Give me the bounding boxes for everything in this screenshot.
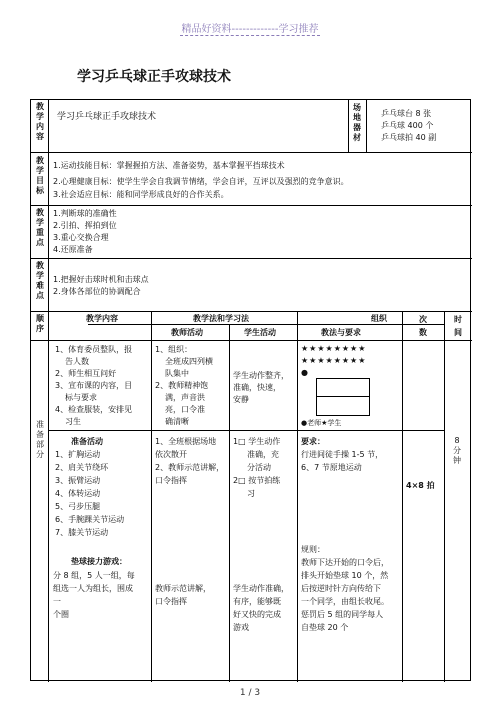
formation-stars-row: ★★★★★★★★ [301,356,367,365]
row2-teacher: 口令指挥 [155,476,187,485]
key-item: 3.重心交换合理 [53,233,109,242]
key-item: 1.判断球的准确性 [53,209,117,218]
goal-item: 3.社会适应目标：能和同学形成良好的合作关系。 [53,190,229,199]
row1-content: 1、体育委员整队，报 [55,345,133,354]
header-link[interactable]: 精品好资料-------------学习推荐 [181,24,319,35]
difficulty-item: 1.把握好击球时机和击球点 [53,275,149,284]
venue-line: 乒乓球台 8 张 [381,109,432,118]
row2-student2: 游戏 [233,623,249,632]
row1-teacher: 1、组织： [155,345,193,354]
formation-stars-row: ★★★★★★★★ [301,344,367,353]
venue-label: 场地器材 [353,103,361,142]
teacher-dot-icon: ● [301,368,309,377]
formation-legend: ●老师★学生 [301,419,342,427]
requirement-line: 6、7 节原地运动 [301,463,362,472]
row2-teacher2: 口令指挥 [155,597,187,606]
warmup-item: 7、膝关节运动 [55,528,109,537]
row1-content: 4、检查服装，安排见 [55,405,133,414]
row2-student2: 好又快的完成 [233,610,281,619]
rule-line: 教师下达开始的口令后， [301,558,389,567]
prep-label: 准备部分 [36,420,44,459]
game-heading: 垫球接力游戏： [71,557,127,566]
game-line: 组选一人为组长，围成 [53,584,133,593]
key-item: 2.引拍、挥拍到位 [53,221,117,230]
requirement-heading: 要求： [301,437,325,446]
row1-content: 2、师生相互问好 [55,369,117,378]
row2-student2: 有序，能够既 [233,597,281,606]
goal-item: 2.心理健康目标：使学生学会自我调节情绪，学会自评，互评以及强烈的竞争意识。 [53,177,349,186]
col-org: 组织 [371,314,387,323]
row2-student: 准确，充 [247,450,279,459]
row1-student: 学生动作整齐， [233,371,289,380]
row2-teacher: 依次散开 [155,450,187,459]
requirement-line: 行进间徒手操 1-5 节， [301,450,384,459]
key-label: 教学重点 [36,208,44,247]
game-line: 一 [53,597,61,606]
row1-teacher: 亮，口令准 [165,405,205,414]
rule-line: 惩罚后 5 组的同学每人 [301,610,384,619]
row1-teacher: 全班成四列横 [165,357,213,366]
rule-line: 排头开始垫球 10 个，然 [301,571,389,580]
col-org-sub: 教法与要求 [321,328,361,337]
row1-student: 安静 [233,395,249,404]
warmup-item: 3、振臂运动 [55,476,101,485]
time-value: 8分钟 [453,436,461,465]
goal-item: 1.运动技能目标：掌握握拍方法、准备姿势，基本掌握平挡球技术 [53,161,285,170]
difficulty-label: 教学难点 [36,261,44,300]
row1-teacher: 队集中 [165,369,189,378]
order-label: 顺序 [36,314,44,333]
row2-student: 2□ 按节拍练 [233,476,281,485]
row1-student: 准确，快速， [233,383,281,392]
row2-teacher: 1、全班根据场地 [155,437,217,446]
content-label: 教学内容 [36,102,44,141]
warmup-heading: 准备活动 [71,437,103,446]
row2-student: 习 [247,489,255,498]
warmup-item: 6、手腕踝关节运动 [55,515,125,524]
warmup-item: 2、肩关节绕环 [55,463,109,472]
col-content: 教学内容 [86,314,118,323]
count-value: 4×8 拍 [406,481,435,490]
difficulty-item: 2.身体各部位的协调配合 [53,287,141,296]
rule-line: 后按逆时针方向传给下 [301,584,381,593]
col-time: 时间 [454,315,462,337]
rule-line: 规则： [301,545,325,554]
row1-content: 3、宣布课的内容，目 [55,381,133,390]
game-line: 分 8 组，5 人一组，每 [53,571,135,580]
row2-student: 1□ 学生动作 [233,437,281,446]
row1-teacher: 确清晰 [165,417,189,426]
row2-student: 分活动 [247,463,271,472]
warmup-item: 1、扩胸运动 [55,450,101,459]
col-method: 教学法和学习法 [193,314,249,323]
warmup-item: 4、体转运动 [55,489,101,498]
row1-teacher: 2、教师精神饱 [155,381,209,390]
page-number: 1 / 3 [239,688,261,698]
row1-content: 告人数 [65,357,89,366]
col-count: 次数 [419,315,427,337]
col-student: 学生活动 [244,328,276,337]
row2-teacher: 2、教师示范讲解， [155,463,225,472]
row1-content: 习生 [65,417,81,426]
content-value: 学习乒乓球正手攻球技术 [57,112,157,122]
row1-content: 标与要求 [65,393,97,402]
row2-teacher2: 教师示范讲解， [155,584,211,593]
rule-line: 一个同学，由组长收尾。 [301,597,389,606]
goal-label: 教学目标 [36,156,44,195]
row2-student2: 学生动作准确， [233,584,289,593]
lesson-plan-table [30,99,471,681]
warmup-item: 5、弓步压腿 [55,502,101,511]
game-line: 个圈 [53,610,69,619]
col-teacher: 教师活动 [171,328,203,337]
row1-teacher: 满，声音洪 [165,393,205,402]
page-title: 学习乒乓球正手攻球技术 [77,69,231,85]
key-item: 4.还原准备 [53,245,93,254]
rule-line: 自垫球 20 个 [301,623,349,632]
formation-box [316,378,370,416]
venue-line: 乒乓球 400 个 [381,121,434,130]
venue-line: 乒乓球拍 40 副 [381,133,437,142]
